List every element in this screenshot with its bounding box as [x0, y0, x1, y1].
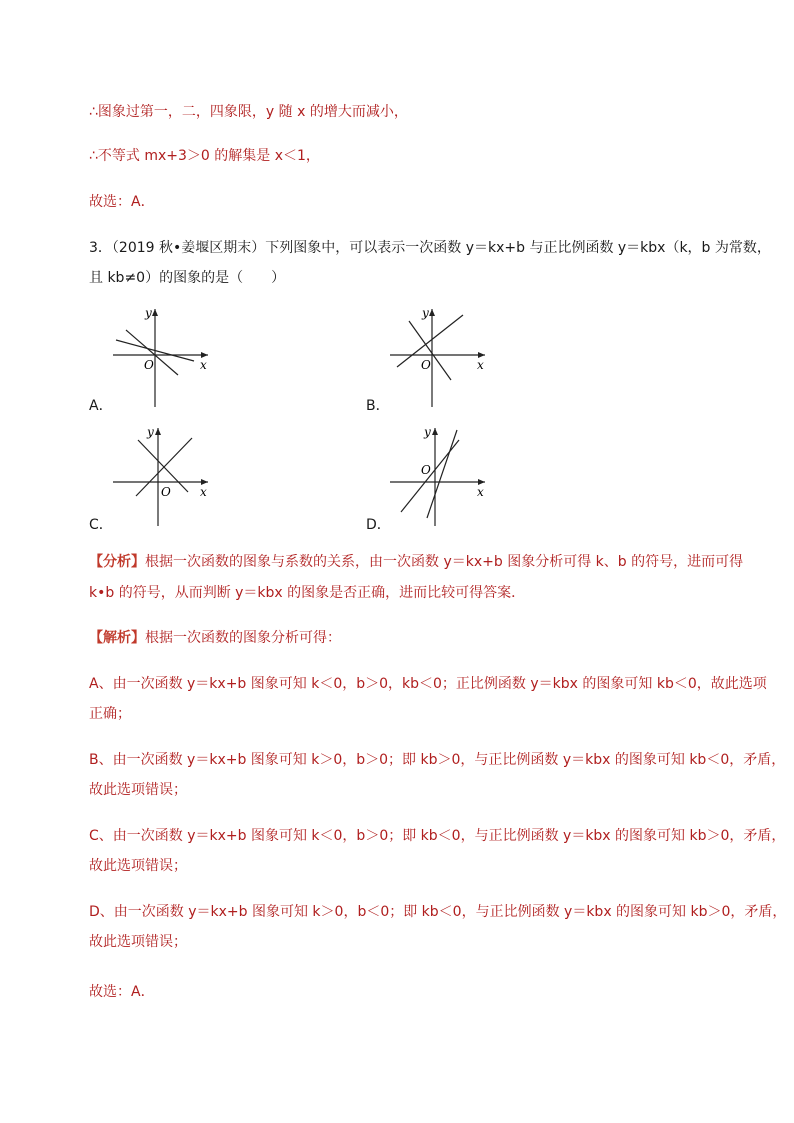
- y-axis-label: y: [424, 425, 431, 439]
- analysis-text-1: 根据一次函数的图象与系数的关系，由一次函数 y＝kx+b 图象分析可得 k、b 的符号，进而可得: [145, 554, 744, 570]
- solution-c-line-2: 故此选项错误；: [89, 858, 187, 874]
- solution-a-line-1: A、由一次函数 y＝kx+b 图象可知 k＜0，b＞0，kb＜0；正比例函数 y＝kbx 的图象可知 kb＜0，故此选项: [89, 676, 767, 692]
- y-axis-label: y: [422, 306, 429, 320]
- analysis-tag: 【分析】: [89, 554, 145, 570]
- prev-answer: 故选：A．: [89, 194, 155, 210]
- y-axis-arrow: [432, 428, 438, 435]
- option-a-graph: [108, 303, 212, 409]
- option-b-label[interactable]: B．: [366, 398, 390, 414]
- x-axis-label: x: [477, 358, 484, 372]
- solution-tag: 【解析】: [89, 630, 145, 646]
- prev-solution-line-1: ∴图象过第一，二，四象限，y 随 x 的增大而减小，: [89, 104, 408, 120]
- solution-b-line-1: B、由一次函数 y＝kx+b 图象可知 k＞0，b＞0；即 kb＞0，与正比例函数 y＝kbx 的图象可知 kb＜0，矛盾，: [89, 752, 786, 768]
- x-axis-label: x: [200, 358, 207, 372]
- y-axis-arrow: [155, 428, 161, 435]
- solution-b-line-2: 故此选项错误；: [89, 782, 187, 798]
- x-axis-label: x: [477, 485, 484, 499]
- solution-d-line-2: 故此选项错误；: [89, 934, 187, 950]
- option-a-label[interactable]: A．: [89, 398, 113, 414]
- solution-c-line-1: C、由一次函数 y＝kx+b 图象可知 k＜0，b＞0；即 kb＜0，与正比例函数 y＝kbx 的图象可知 kb＞0，矛盾，: [89, 828, 786, 844]
- x-axis-label: x: [200, 485, 207, 499]
- analysis-line-1: [89, 552, 743, 572]
- option-d-graph: [385, 422, 489, 528]
- origin-label: O: [144, 358, 154, 372]
- option-c-graph: [108, 422, 212, 528]
- analysis-line-2: k•b 的符号，从而判断 y＝kbx 的图象是否正确，进而比较可得答案．: [89, 585, 526, 601]
- option-b-graph: [385, 303, 489, 409]
- option-d-label[interactable]: D．: [366, 517, 391, 533]
- origin-label: O: [421, 358, 431, 372]
- y-axis-label: y: [145, 306, 152, 320]
- solution-answer: 故选：A．: [89, 984, 155, 1000]
- question-line-2: 且 kb≠0）的图象的是（ ）: [89, 270, 286, 286]
- question-line-1: 3．（2019 秋•姜堰区期末）下列图象中，可以表示一次函数 y＝kx+b 与正比例函数 y＝kbx（k，b 为常数，: [89, 240, 771, 256]
- origin-label: O: [421, 463, 431, 477]
- prev-solution-line-2: ∴不等式 mx+3＞0 的解集是 x＜1，: [89, 148, 320, 164]
- option-c-label[interactable]: C．: [89, 517, 113, 533]
- y-axis-label: y: [147, 425, 154, 439]
- y-axis-arrow: [429, 309, 435, 316]
- solution-intro: [89, 628, 341, 648]
- y-axis-arrow: [152, 309, 158, 316]
- solution-a-line-2: 正确；: [89, 706, 131, 722]
- origin-label: O: [161, 485, 171, 499]
- solution-intro-text: 根据一次函数的图象分析可得：: [145, 630, 341, 646]
- solution-d-line-1: D、由一次函数 y＝kx+b 图象可知 k＞0，b＜0；即 kb＜0，与正比例函数 y＝kbx 的图象可知 kb＞0，矛盾，: [89, 904, 787, 920]
